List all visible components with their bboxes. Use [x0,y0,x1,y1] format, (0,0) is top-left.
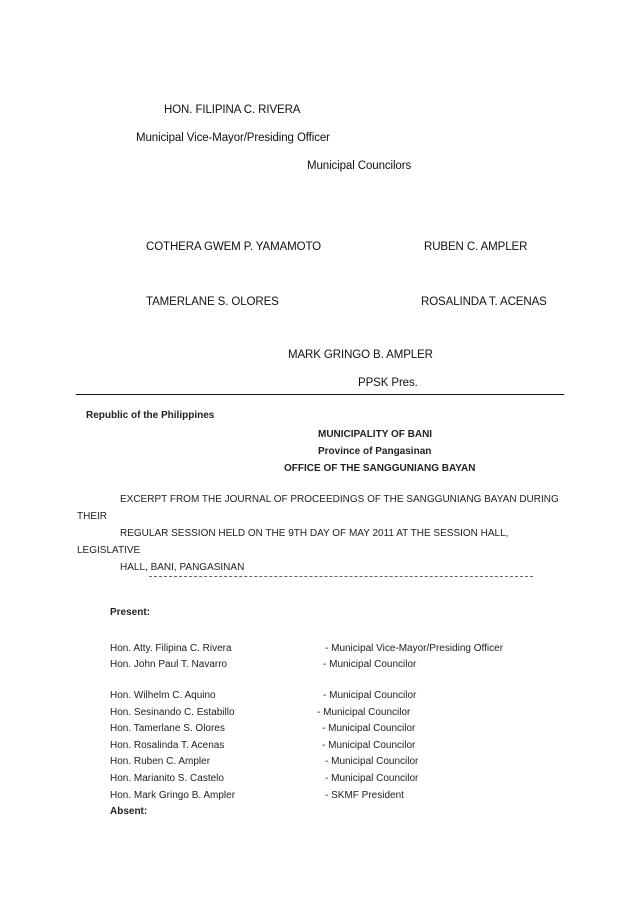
member-role: - Municipal Vice-Mayor/Presiding Officer [325,643,504,654]
office-heading: OFFICE OF THE SANGGUNIANG BAYAN [284,463,476,474]
member-role: - Municipal Councilor [317,707,411,718]
member-role: - Municipal Councilor [325,773,419,784]
vice-mayor-name: HON. FILIPINA C. RIVERA [164,104,301,116]
member-role: - Municipal Councilor [323,659,417,670]
republic-heading: Republic of the Philippines [86,410,215,421]
councilor-signature-2: RUBEN C. AMPLER [424,241,528,253]
member-name: Hon. Rosalinda T. Acenas [110,740,225,751]
excerpt-line-1-wrap: THEIR [77,511,107,522]
councilor-signature-4: ROSALINDA T. ACENAS [421,296,547,308]
present-label: Present: [110,607,151,618]
member-name: Hon. Marianito S. Castelo [110,773,224,784]
page-divider [76,394,564,395]
member-name: Hon. Mark Gringo B. Ampler [110,790,236,801]
member-name: Hon. Sesinando C. Estabillo [110,707,235,718]
vice-mayor-title: Municipal Vice-Mayor/Presiding Officer [136,132,330,144]
excerpt-line-3: HALL, BANI, PANGASINAN [120,562,245,573]
dashed-separator [149,576,533,577]
member-role: - Municipal Councilor [322,740,416,751]
municipality-heading: MUNICIPALITY OF BANI [318,429,433,440]
absent-label: Absent: [110,806,148,817]
member-role: - Municipal Councilor [323,690,417,701]
councilor-signature-3: TAMERLANE S. OLORES [146,296,279,308]
councilor-signature-1: COTHERA GWEM P. YAMAMOTO [146,241,322,253]
excerpt-line-1: EXCERPT FROM THE JOURNAL OF PROCEEDINGS OF THE SANGGUNIANG BAYAN DURING [120,494,559,505]
pres-title: PPSK Pres. [358,377,418,389]
excerpt-line-2-wrap: LEGISLATIVE [77,545,141,556]
member-role: - Municipal Councilor [322,723,416,734]
excerpt-line-2: REGULAR SESSION HELD ON THE 9TH DAY OF MAY 2011 AT THE SESSION HALL, [120,528,509,539]
province-heading: Province of Pangasinan [318,446,432,457]
member-name: Hon. Ruben C. Ampler [110,756,211,767]
member-name: Hon. Atty. Filipina C. Rivera [110,643,232,654]
member-name: Hon. Wilhelm C. Aquino [110,690,216,701]
member-name: Hon. Tamerlane S. Olores [110,723,225,734]
member-role: - SKMF President [325,790,404,801]
councilors-heading: Municipal Councilors [307,160,412,172]
member-name: Hon. John Paul T. Navarro [110,659,228,670]
member-role: - Municipal Councilor [325,756,419,767]
pres-name: MARK GRINGO B. AMPLER [288,349,433,361]
